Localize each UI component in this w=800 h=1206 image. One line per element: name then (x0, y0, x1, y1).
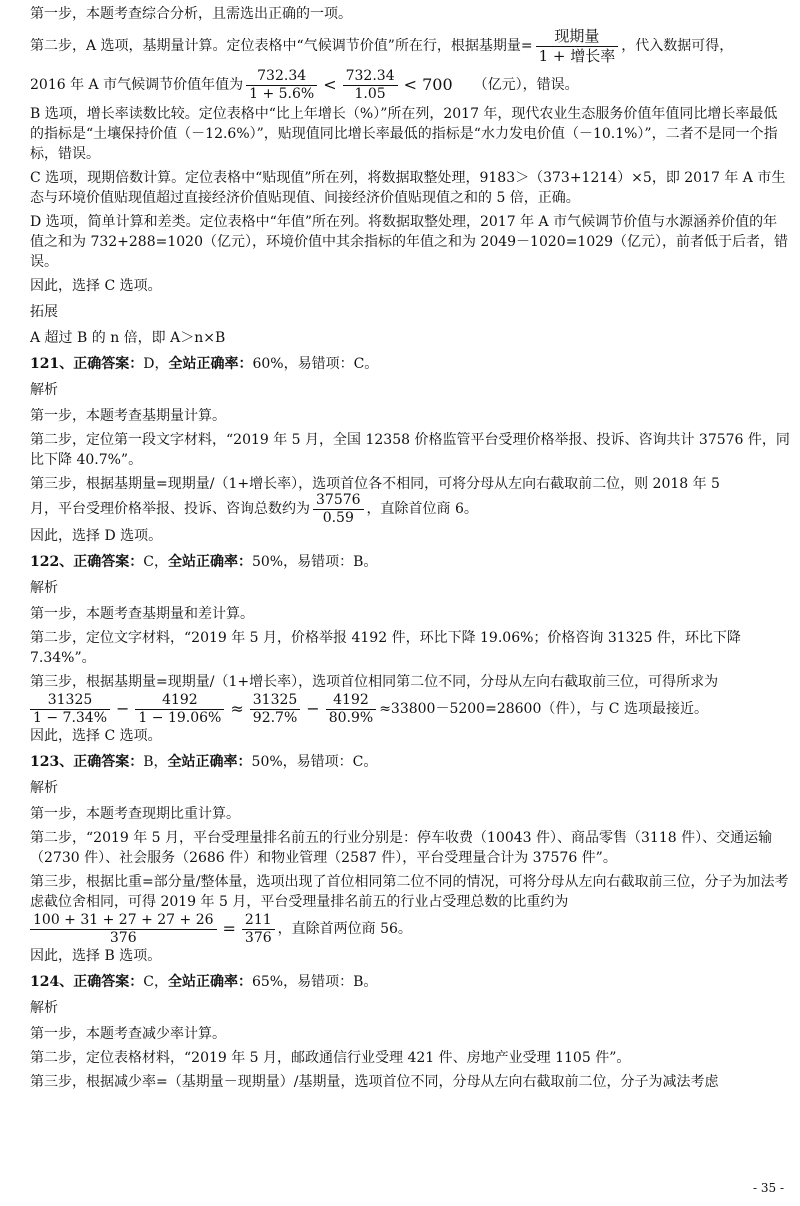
para-step2-b-post: （亿元），错误。 (473, 77, 579, 93)
relation-minus2: − (306, 699, 320, 718)
q123-step3-post: ，直除首两位商 56。 (277, 921, 412, 937)
page-number: - 35 - (752, 1181, 784, 1195)
formula-122b-numerator: 4192 (135, 692, 224, 710)
answer-label-124: 124、正确答案： (30, 974, 144, 990)
analysis-label-124: 解析 (30, 1000, 58, 1016)
conclusion-123: 因此，选择 B 选项。 (30, 948, 162, 964)
answer-label-121: 121、正确答案： (30, 356, 144, 372)
formula-a2-numerator: 732.34 (343, 68, 398, 86)
q121-step1: 第一步，本题考查基期量计算。 (30, 408, 226, 424)
formula-122a-fraction (30, 692, 110, 727)
formula-a2-denominator: 1.05 (354, 85, 386, 102)
analysis-label-121: 解析 (30, 382, 58, 398)
q124-step3: 第三步，根据减少率=（基期量－现期量）/基期量，选项首位不同，分母从左向右截取前二位，分子为减法考虑 (30, 1074, 719, 1090)
q122-step1: 第一步，本题考查基期量和差计算。 (30, 606, 254, 622)
relation-eq: = (222, 919, 236, 938)
formula-123b-numerator: 211 (242, 912, 275, 930)
q122-step3a: 第三步，根据基期量=现期量/（1+增长率），选项首位相同第二位不同，分母从左向右截取前三位，可得所求为 (30, 674, 719, 690)
formula-123a-fraction (30, 912, 217, 947)
q124-step1: 第一步，本题考查减少率计算。 (30, 1026, 226, 1042)
q123-step3: 第三步，根据比重=部分量/整体量，选项出现了首位相同第二位不同的情况，可将分母从左向右截取前三位，分子为加法考虑截位舍相同，可得 2019 年 5 月，平台受理量排名前五的行业占受理总数的比重约为 (30, 874, 789, 910)
para-step2-b-pre: 2016 年 A 市气候调节价值年值为 (30, 77, 244, 93)
relation-lt1: < (323, 75, 337, 94)
formula-123a-numerator: 100 + 31 + 27 + 27 + 26 (30, 912, 217, 930)
q121-step3b-post: ，直除首位商 6。 (366, 501, 478, 517)
relation-minus1: − (116, 699, 130, 718)
rate-value-123: 50%，易错项：C。 (251, 754, 378, 770)
expand-text: A 超过 B 的 n 倍，即 A＞n×B (30, 330, 226, 346)
para-step2-a-post: ，代入数据可得， (621, 38, 734, 54)
formula-122b-fraction (135, 692, 224, 727)
formula-121-fraction (313, 492, 364, 527)
q122-step2: 第二步，定位文字材料，“2019 年 5 月，价格举报 4192 件，环比下降 19.06%；价格咨询 31325 件，环比下降 7.34%”。 (30, 630, 741, 666)
formula-122d-fraction (326, 692, 376, 727)
formula-122a-numerator: 31325 (30, 692, 110, 710)
rate-label-121: 全站正确率： (168, 356, 253, 372)
formula-123a-denominator: 376 (109, 929, 137, 946)
document-content (30, 4, 790, 1096)
relation-lt2: < 700 (403, 75, 453, 94)
formula-122c-numerator: 31325 (250, 692, 301, 710)
rate-label-124: 全站正确率： (167, 974, 252, 990)
formula-base-numerator: 现期量 (536, 27, 619, 47)
formula-122a-denominator: 1 − 7.34% (33, 709, 108, 726)
q121-step3b-pre: 月，平台受理价格举报、投诉、咨询总数约为 (30, 501, 310, 517)
answer-label-123: 123、正确答案： (30, 754, 144, 770)
q122-step3b-post: ≈33800－5200=28600（件），与 C 选项最接近。 (379, 701, 708, 717)
formula-122d-denominator: 80.9% (328, 709, 374, 726)
conclusion-120: 因此，选择 C 选项。 (30, 278, 162, 294)
para-step2-a-pre: 第二步，A 选项，基期量计算。定位表格中“气候调节价值”所在行，根据基期量= (30, 38, 533, 54)
formula-123b-denominator: 376 (244, 929, 272, 946)
q121-step3a: 第三步，根据基期量=现期量/（1+增长率），选项首位各不相同，可将分母从左向右截取前二位，则 2018 年 5 (30, 476, 720, 492)
formula-a2-fraction (343, 68, 398, 103)
q123-step1: 第一步，本题考查现期比重计算。 (30, 806, 240, 822)
formula-123b-fraction (242, 912, 275, 947)
rate-value-124: 65%，易错项：B。 (251, 974, 378, 990)
answer-header-122 (30, 552, 790, 572)
para-option-d: D 选项，简单计算和差类。定位表格中“年值”所在列。将数据取整处理，2017 年 A 市气候调节价值与水源涵养价值的年值之和为 732+288=1020（亿元），环境价值中其余指标的年值之和为 2049－1020=1029（亿元），前者低于后者，错误。 (30, 214, 789, 270)
conclusion-121: 因此，选择 D 选项。 (30, 528, 163, 544)
formula-121-denominator: 0.59 (322, 509, 354, 526)
analysis-label-122: 解析 (30, 580, 58, 596)
q124-step2: 第二步，定位表格材料，“2019 年 5 月，邮政通信行业受理 421 件、房地产业受理 1105 件”。 (30, 1050, 631, 1066)
para-step2-b (30, 64, 790, 106)
q121-step3b (30, 488, 790, 530)
expand-title: 拓展 (30, 304, 58, 320)
para-option-c: C 选项，现期倍数计算。定位表格中“贴现值”所在列，将数据取整处理，9183＞（373+1214）×5，即 2017 年 A 市生态与环境价值贴现值超过直接经济价值贴现值、间接经济价值贴现值之和的 5 倍，正确。 (30, 170, 786, 206)
conclusion-122: 因此，选择 C 选项。 (30, 728, 162, 744)
formula-base-fraction (536, 27, 619, 66)
answer-header-123 (30, 752, 790, 772)
answer-header-121 (30, 354, 790, 374)
q122-step3b (30, 688, 790, 730)
formula-122b-denominator: 1 − 19.06% (138, 709, 222, 726)
formula-122d-numerator: 4192 (326, 692, 376, 710)
answer-value-121: D， (143, 356, 169, 372)
formula-a1-numerator: 732.34 (246, 68, 317, 86)
rate-label-123: 全站正确率： (167, 754, 252, 770)
answer-value-123: B， (143, 754, 168, 770)
answer-value-124: C， (143, 974, 168, 990)
answer-value-122: C， (143, 554, 168, 570)
rate-value-122: 50%，易错项：B。 (251, 554, 378, 570)
para-step1: 第一步，本题考查综合分析，且需选出正确的一项。 (30, 6, 352, 22)
q123-formula-line (30, 908, 790, 950)
relation-approx: ≈ (230, 699, 244, 718)
rate-value-121: 60%，易错项：C。 (252, 356, 379, 372)
formula-a1-denominator: 1 + 5.6% (249, 85, 315, 102)
formula-122c-denominator: 92.7% (252, 709, 298, 726)
q123-step2: 第二步，“2019 年 5 月，平台受理量排名前五的行业分别是：停车收费（10043 件）、商品零售（3118 件）、交通运输（2730 件）、社会服务（2686 件）和物业管理（2587 件），平台受理量合计为 37576 件”。 (30, 830, 773, 866)
q121-step2: 第二步，定位第一段文字材料，“2019 年 5 月，全国 12358 价格监管平台受理价格举报、投诉、咨询共计 37576 件，同比下降 40.7%”。 (30, 432, 790, 468)
analysis-label-123: 解析 (30, 780, 58, 796)
para-option-b: B 选项，增长率读数比较。定位表格中“比上年增长（%）”所在列，2017 年，现代农业生态服务价值年值同比增长率最低的指标是“土壤保持价值（－12.6%）”，贴现值同比增长率最低的指标是“水力发电价值（－10.1%）”，二者不是同一个指标，错误。 (30, 106, 778, 162)
formula-base-denominator: 1 + 增长率 (538, 46, 616, 65)
answer-label-122: 122、正确答案： (30, 554, 144, 570)
rate-label-122: 全站正确率： (167, 554, 252, 570)
formula-121-numerator: 37576 (313, 492, 364, 510)
para-step2-a (30, 26, 790, 66)
answer-header-124 (30, 972, 790, 992)
formula-a1-fraction (246, 68, 317, 103)
formula-122c-fraction (250, 692, 301, 727)
